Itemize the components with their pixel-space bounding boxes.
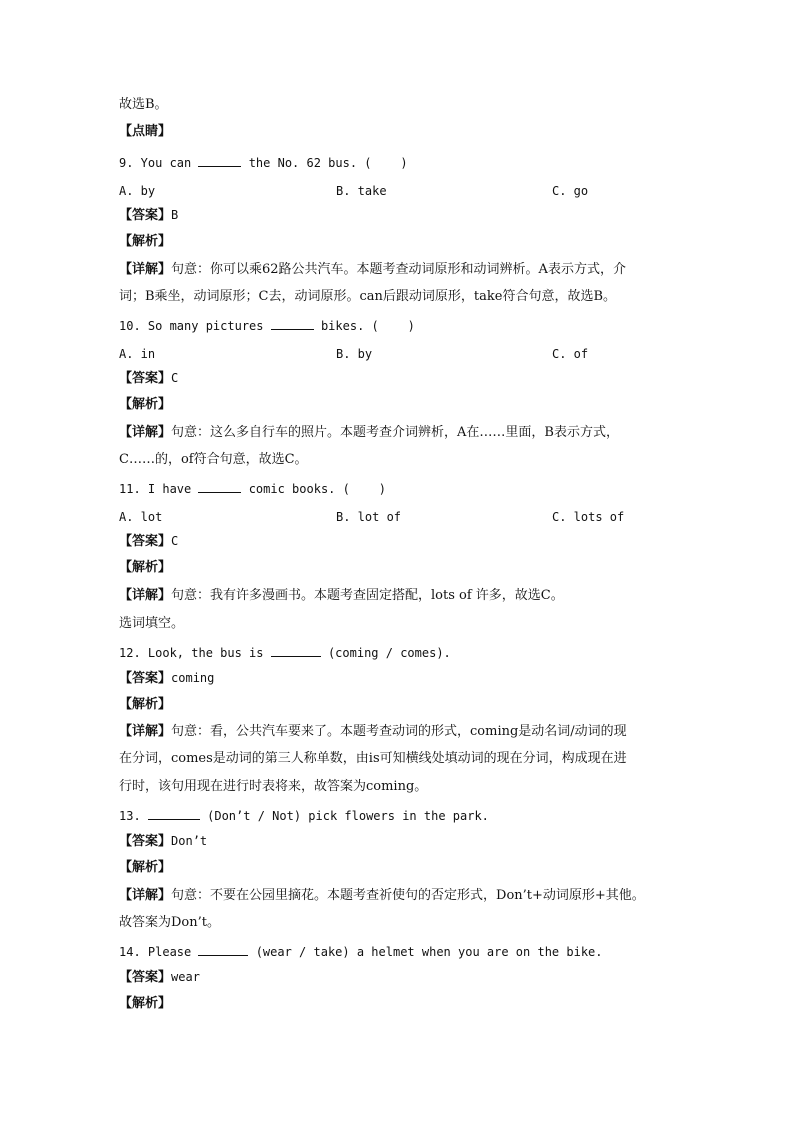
answer-line bbox=[119, 207, 178, 224]
question-9-suffix: the No. 62 bus. ( ) bbox=[241, 156, 408, 170]
question-9-prefix: 9. You can bbox=[119, 156, 199, 170]
answer-value: B bbox=[171, 208, 179, 222]
answer-blank bbox=[271, 645, 321, 657]
question-10-suffix: bikes. ( ) bbox=[313, 319, 415, 333]
detail-text: 句意：这么多自行车的照片。本题考查介词辨析，A在……里面，B表示方式， bbox=[171, 425, 619, 440]
option-b: B. lot of bbox=[336, 510, 402, 524]
answer-value: Don’t bbox=[171, 834, 208, 848]
question-14-suffix: (wear / take) a helmet when you are on the bike. bbox=[248, 945, 603, 959]
question-11-prefix: 11. I have bbox=[119, 482, 199, 496]
answer-label: 【答案】 bbox=[119, 834, 172, 849]
detail-line-cont: 在分词，comes是动词的第三人称单数，由is可知横线处填动词的现在分词，构成现在进 bbox=[119, 751, 627, 766]
analysis-heading: 【解析】 bbox=[119, 697, 172, 712]
question-13-suffix: (Don’t / Not) pick flowers in the park. bbox=[199, 809, 489, 823]
answer-blank bbox=[271, 318, 314, 330]
conclusion-line: 故选B。 bbox=[119, 97, 168, 112]
answer-line bbox=[119, 370, 178, 387]
detail-line bbox=[119, 588, 564, 604]
analysis-heading: 【解析】 bbox=[119, 234, 172, 249]
answer-label: 【答案】 bbox=[119, 208, 172, 223]
option-b: B. take bbox=[336, 184, 387, 198]
analysis-heading: 【解析】 bbox=[119, 397, 172, 412]
detail-line bbox=[119, 724, 627, 740]
answer-blank bbox=[198, 481, 241, 493]
answer-line bbox=[119, 833, 207, 850]
question-12-suffix: (coming / comes). bbox=[320, 646, 451, 660]
answer-label: 【答案】 bbox=[119, 671, 172, 686]
dianjing-heading: 【点睛】 bbox=[119, 124, 172, 139]
detail-text: 句意：不要在公园里摘花。本题考查祈使句的否定形式，Don’t+动词原形+其他。 bbox=[171, 888, 645, 903]
answer-value: coming bbox=[171, 671, 215, 685]
option-c: C. lots of bbox=[552, 510, 625, 524]
section-heading: 选词填空。 bbox=[119, 616, 185, 631]
question-11-suffix: comic books. ( ) bbox=[241, 482, 386, 496]
detail-line-cont: 故答案为Don’t。 bbox=[119, 915, 220, 930]
detail-line-cont: 词；B乘坐，动词原形；C去，动词原形。can后跟动词原形，take符合句意，故选B。 bbox=[119, 289, 617, 304]
question-12-prefix: 12. Look, the bus is bbox=[119, 646, 271, 660]
answer-line bbox=[119, 670, 214, 687]
answer-blank bbox=[148, 808, 200, 820]
question-14-prefix: 14. Please bbox=[119, 945, 199, 959]
answer-label: 【答案】 bbox=[119, 534, 172, 549]
question-13-prefix: 13. bbox=[119, 809, 148, 823]
question-13 bbox=[119, 808, 489, 824]
detail-label: 【详解】 bbox=[119, 724, 172, 739]
detail-label: 【详解】 bbox=[119, 425, 172, 440]
answer-label: 【答案】 bbox=[119, 371, 172, 386]
option-a: A. lot bbox=[119, 510, 163, 524]
analysis-heading: 【解析】 bbox=[119, 996, 172, 1011]
answer-label: 【答案】 bbox=[119, 970, 172, 985]
detail-label: 【详解】 bbox=[119, 262, 172, 277]
option-b: B. by bbox=[336, 347, 373, 361]
option-a: A. by bbox=[119, 184, 156, 198]
answer-value: wear bbox=[171, 970, 200, 984]
analysis-heading: 【解析】 bbox=[119, 560, 172, 575]
question-10 bbox=[119, 318, 415, 334]
answer-blank bbox=[198, 944, 248, 956]
detail-label: 【详解】 bbox=[119, 588, 172, 603]
detail-line bbox=[119, 262, 626, 278]
detail-text: 句意：我有许多漫画书。本题考查固定搭配，lots of 许多，故选C。 bbox=[171, 588, 564, 603]
detail-line-cont: 行时，该句用现在进行时表将来，故答案为coming。 bbox=[119, 779, 428, 794]
question-14 bbox=[119, 944, 603, 960]
detail-text: 句意：看，公共汽车要来了。本题考查动词的形式，coming是动名词/动词的现 bbox=[171, 724, 627, 739]
question-11 bbox=[119, 481, 386, 497]
question-12 bbox=[119, 645, 451, 661]
answer-line bbox=[119, 969, 200, 986]
analysis-heading: 【解析】 bbox=[119, 860, 172, 875]
question-9 bbox=[119, 155, 408, 171]
option-c: C. of bbox=[552, 347, 589, 361]
detail-text: 句意：你可以乘62路公共汽车。本题考查动词原形和动词辨析。A表示方式，介 bbox=[171, 262, 626, 277]
option-c: C. go bbox=[552, 184, 589, 198]
answer-blank bbox=[198, 155, 241, 167]
question-10-prefix: 10. So many pictures bbox=[119, 319, 271, 333]
answer-value: C bbox=[171, 371, 179, 385]
answer-value: C bbox=[171, 534, 179, 548]
detail-line-cont: C……的，of符合句意，故选C。 bbox=[119, 452, 308, 467]
detail-label: 【详解】 bbox=[119, 888, 172, 903]
answer-line bbox=[119, 533, 178, 550]
detail-line bbox=[119, 425, 619, 441]
option-a: A. in bbox=[119, 347, 156, 361]
detail-line bbox=[119, 888, 645, 904]
